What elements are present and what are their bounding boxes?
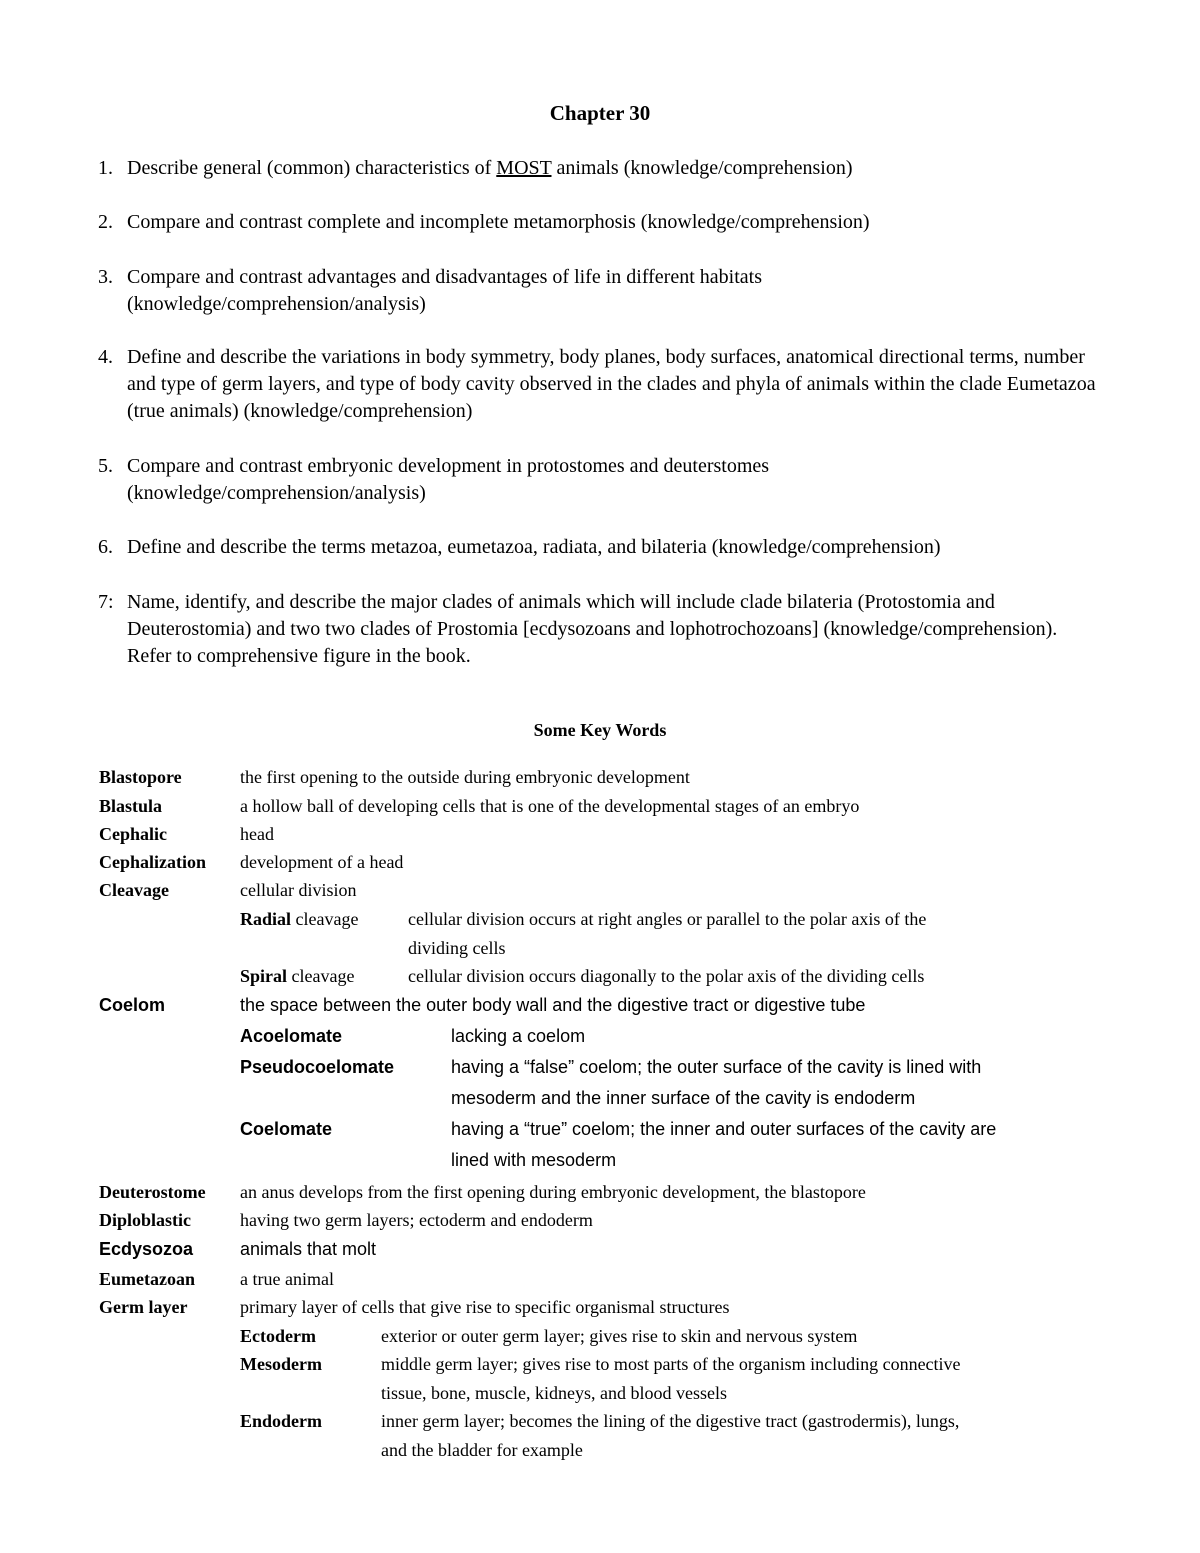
- term-radial-cleavage: Radial cleavage: [240, 909, 359, 929]
- def-endoderm-line2: and the bladder for example: [381, 1440, 583, 1460]
- term-cephalic: Cephalic: [99, 824, 168, 844]
- def-radial-cleavage-line2: dividing cells: [408, 938, 506, 958]
- term-coelomate: Coelomate: [240, 1119, 333, 1139]
- term-coelom: Coelom: [99, 995, 166, 1015]
- objective-text: Compare and contrast embryonic development in protostomes and deuterstomes (knowledge/comprehension/analysis): [127, 455, 770, 504]
- term-eumetazoan: Eumetazoan: [99, 1269, 195, 1289]
- term-acoelomate: Acoelomate: [240, 1026, 343, 1046]
- def-coelomate-line1: having a “true” coelom; the inner and outer surfaces of the cavity are: [451, 1119, 997, 1139]
- term-ecdysozoa: Ecdysozoa: [99, 1239, 194, 1259]
- def-ectoderm: exterior or outer germ layer; gives rise to skin and nervous system: [381, 1326, 858, 1346]
- objective-number: 3.: [98, 266, 113, 288]
- term-spiral-cleavage: Spiral cleavage: [240, 966, 355, 986]
- def-pseudocoelomate-line1: having a “false” coelom; the outer surface of the cavity is lined with: [451, 1057, 982, 1077]
- objective-number: 4.: [98, 346, 113, 368]
- term-deuterostome: Deuterostome: [99, 1182, 206, 1202]
- def-pseudocoelomate-line2: mesoderm and the inner surface of the cavity is endoderm: [451, 1088, 916, 1108]
- objective-number: 1.: [98, 157, 113, 179]
- objective-text: Define and describe the terms metazoa, eumetazoa, radiata, and bilateria (knowledge/comprehension): [127, 536, 941, 558]
- def-mesoderm-line1: middle germ layer; gives rise to most parts of the organism including connective: [381, 1354, 961, 1374]
- term-diploblastic: Diploblastic: [99, 1210, 192, 1230]
- term-ectoderm: Ectoderm: [240, 1326, 316, 1346]
- def-coelom: the space between the outer body wall and the digestive tract or digestive tube: [240, 995, 866, 1015]
- objective-text: Compare and contrast advantages and disadvantages of life in different habitats (knowledge/comprehension/analysis): [127, 266, 762, 315]
- objective-number: 7:: [98, 591, 114, 613]
- def-cephalic: head: [240, 824, 274, 844]
- def-blastula: a hollow ball of developing cells that is one of the developmental stages of an embryo: [240, 796, 860, 816]
- objective-text: Describe general (common) characteristics of MOST animals (knowledge/comprehension): [127, 157, 853, 179]
- term-germ-layer: Germ layer: [99, 1297, 188, 1317]
- def-acoelomate: lacking a coelom: [451, 1026, 586, 1046]
- term-cleavage: Cleavage: [99, 880, 169, 900]
- page-title: Chapter 30: [549, 101, 651, 125]
- def-endoderm-line1: inner germ layer; becomes the lining of the digestive tract (gastrodermis), lungs,: [381, 1411, 960, 1431]
- term-blastopore: Blastopore: [99, 767, 182, 787]
- objective-number: 6.: [98, 536, 113, 558]
- keywords-heading: Some Key Words: [533, 720, 667, 740]
- def-germ-layer: primary layer of cells that give rise to specific organismal structures: [240, 1297, 730, 1317]
- def-cleavage: cellular division: [240, 880, 357, 900]
- objective-text: Define and describe the variations in body symmetry, body planes, body surfaces, anatomical directional terms, number and type of germ layers, and type of body cavity observed in the clades and phyla of animals within the clade Eumetazoa (true animals) (knowledge/comprehension): [127, 346, 1096, 422]
- objective-text: Name, identify, and describe the major clades of animals which will include clade bilateria (Protostomia and Deuterostomia) and two two clades of Prostomia [ecdysozoans and lophotrochozoans] (knowledge/comprehension). Refer to comprehensive figure in the book.: [127, 591, 1058, 667]
- def-coelomate-line2: lined with mesoderm: [451, 1150, 617, 1170]
- def-spiral-cleavage: cellular division occurs diagonally to the polar axis of the dividing cells: [408, 966, 925, 986]
- def-deuterostome: an anus develops from the first opening during embryonic development, the blastopore: [240, 1182, 866, 1202]
- objective-number: 5.: [98, 455, 113, 477]
- def-eumetazoan: a true animal: [240, 1269, 334, 1289]
- def-diploblastic: having two germ layers; ectoderm and endoderm: [240, 1210, 593, 1230]
- term-pseudocoelomate: Pseudocoelomate: [240, 1057, 395, 1077]
- objective-text: Compare and contrast complete and incomplete metamorphosis (knowledge/comprehension): [127, 211, 870, 233]
- term-blastula: Blastula: [99, 796, 163, 816]
- def-cephalization: development of a head: [240, 852, 404, 872]
- term-endoderm: Endoderm: [240, 1411, 323, 1431]
- def-mesoderm-line2: tissue, bone, muscle, kidneys, and blood vessels: [381, 1383, 727, 1403]
- term-mesoderm: Mesoderm: [240, 1354, 322, 1374]
- objective-number: 2.: [98, 211, 113, 233]
- underlined-word: MOST: [496, 157, 552, 179]
- term-cephalization: Cephalization: [99, 852, 207, 872]
- def-ecdysozoa: animals that molt: [240, 1239, 377, 1259]
- def-radial-cleavage-line1: cellular division occurs at right angles or parallel to the polar axis of the: [408, 909, 927, 929]
- def-blastopore: the first opening to the outside during embryonic development: [240, 767, 690, 787]
